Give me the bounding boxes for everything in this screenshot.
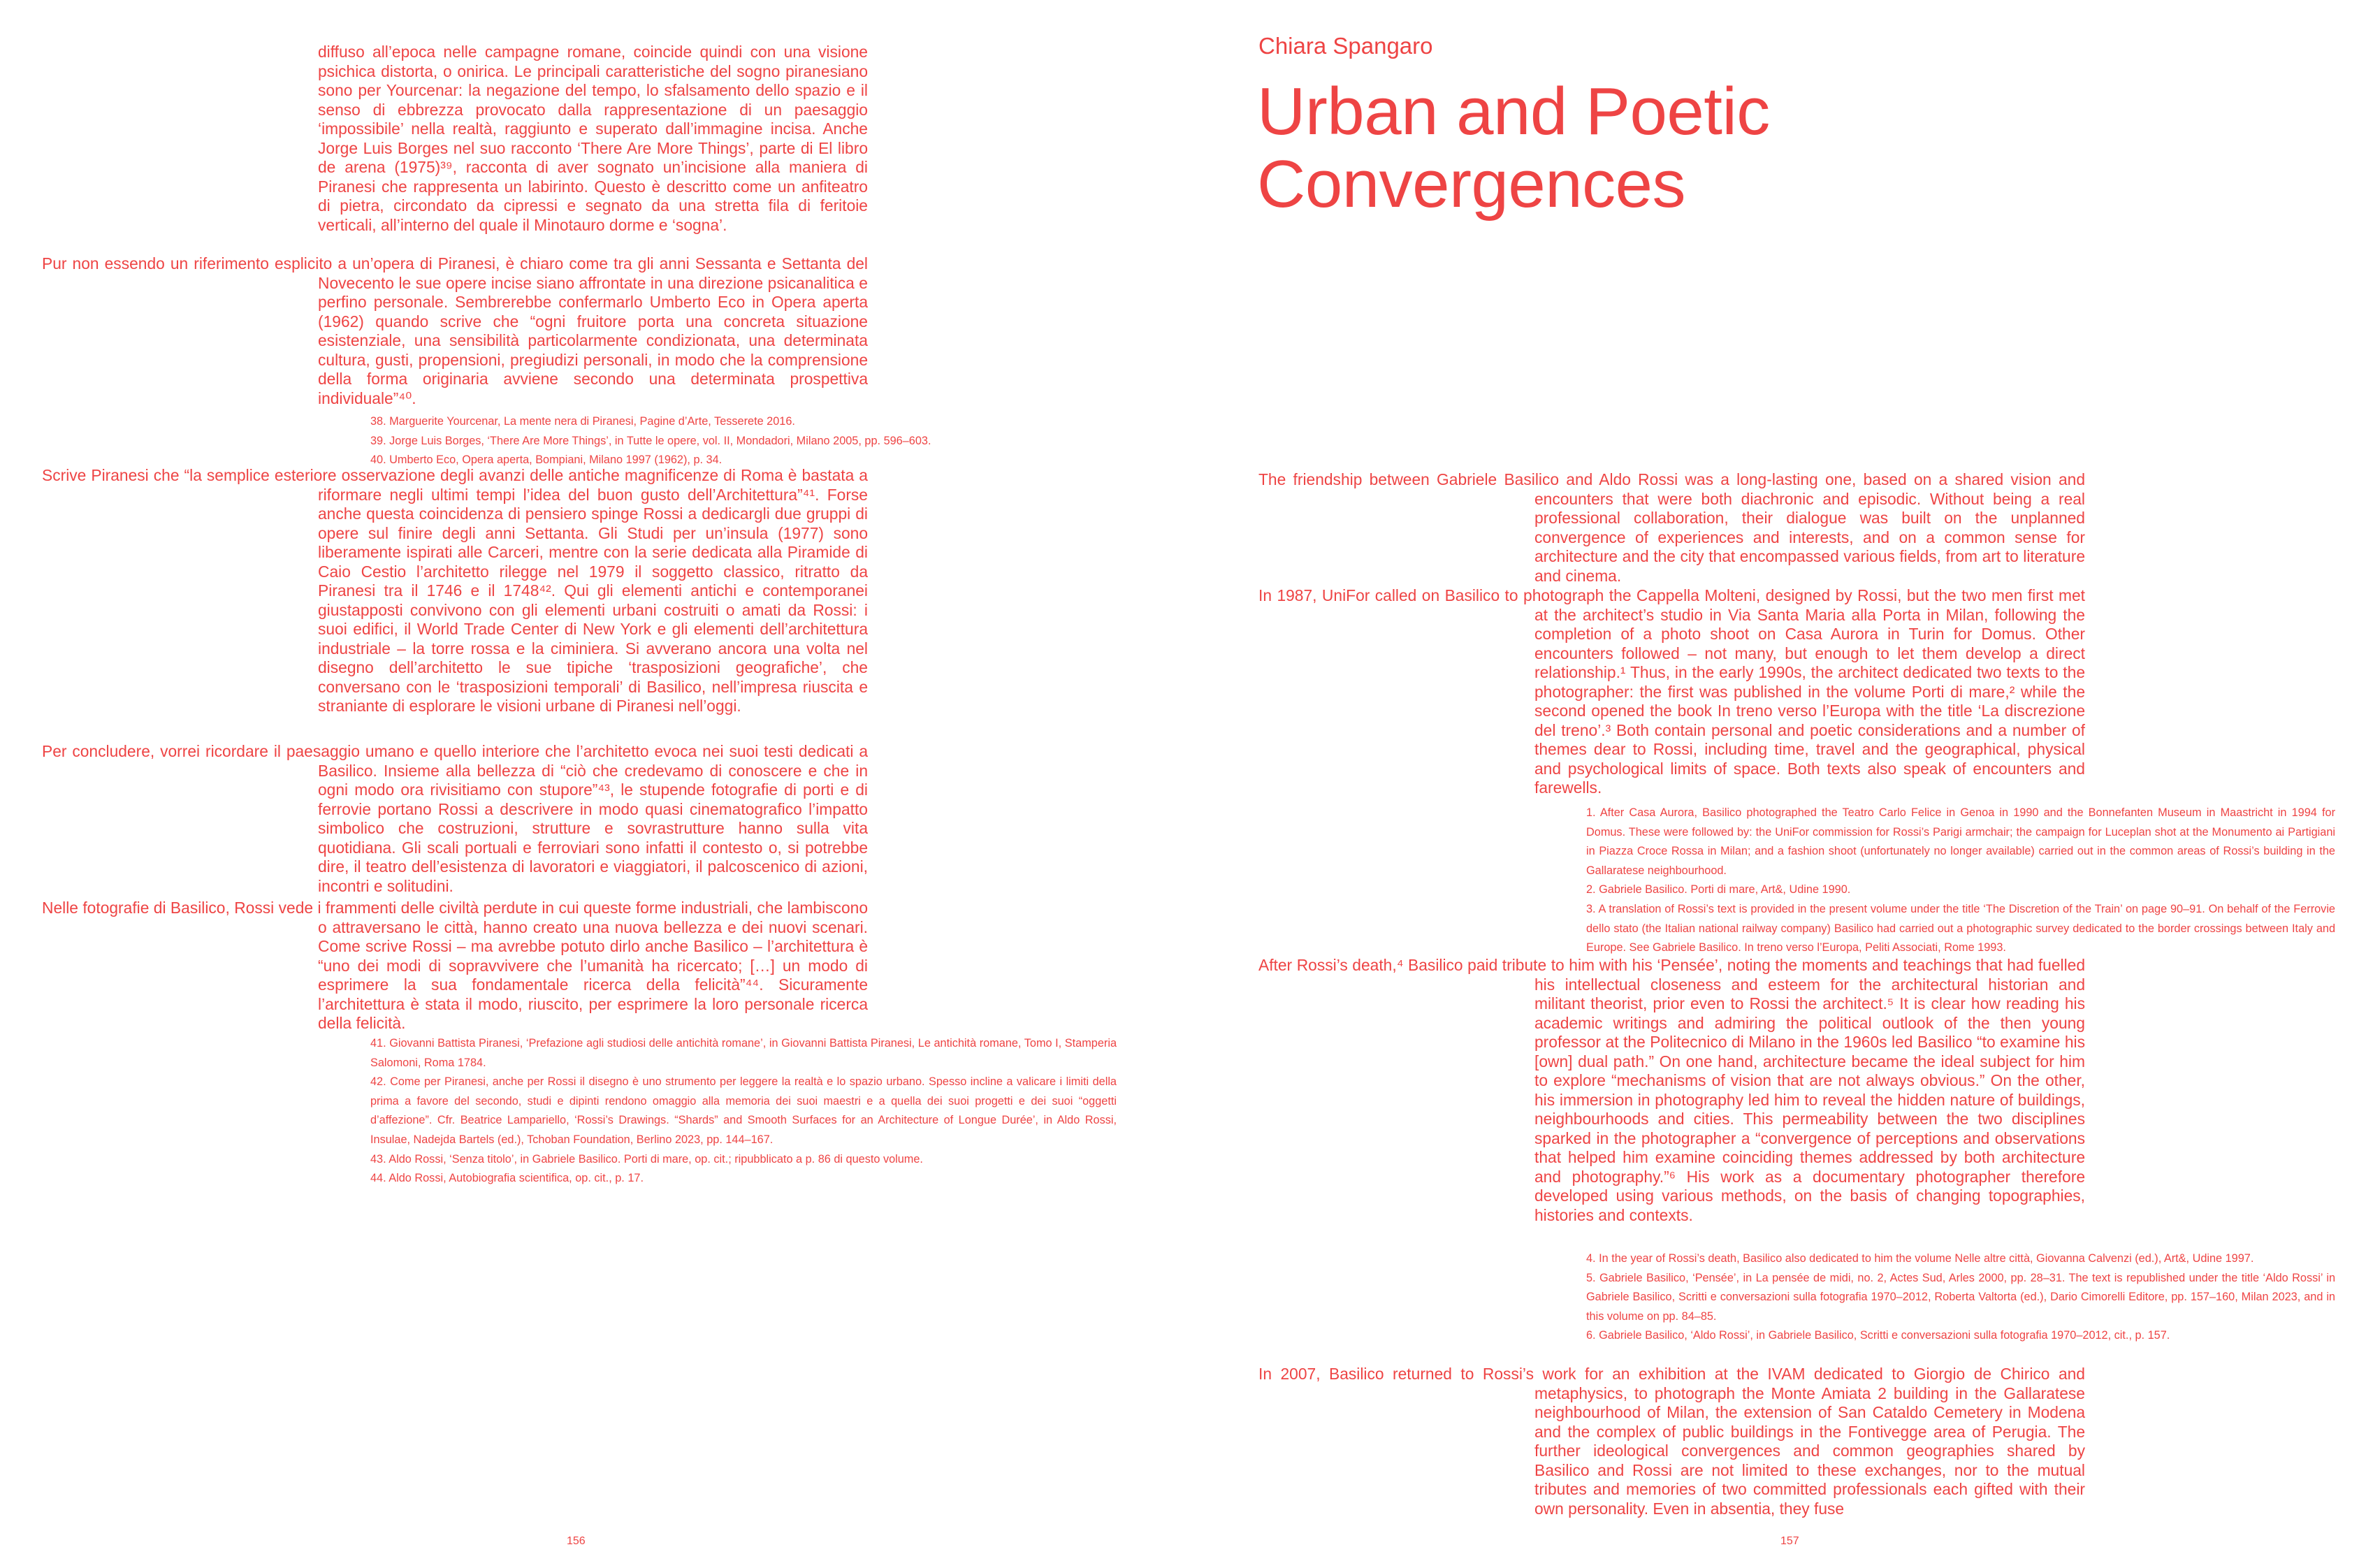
footnote-5: 5. Gabriele Basilico, ‘Pensée’, in La pensée de midi, no. 2, Actes Sud, Arles 2000, pp. 28–31. The text is republished under the title ‘Aldo Rossi’ in Gabriele Basilico, Scritti e conversazioni sulla fotografia 1970–2012, Roberta Valtorta (ed.), Dario Cimorelli Editore, pp. 157–160, Milan 2023, and in this volume on pp. 84–85. [1586, 1271, 2335, 1323]
footnote-38: 38. Marguerite Yourcenar, La mente nera di Piranesi, Pagine d’Arte, Tesserete 2016. [370, 415, 795, 428]
footnotes-38-40 [370, 412, 1117, 470]
footnote-4: 4. In the year of Rossi’s death, Basilico also dedicated to him the volume Nelle altre città, Giovanna Calvenzi (ed.), Art&, Udine 1997. [1586, 1252, 2254, 1265]
footnote-41: 41. Giovanni Battista Piranesi, ‘Prefazione agli studiosi delle antichità romane’, in Giovanni Battista Piranesi, Le antichità romane, Tomo I, Stamperia Salomoni, Roma 1784. [370, 1037, 1117, 1069]
body-paragraph-2: In 1987, UniFor called on Basilico to photograph the Cappella Molteni, designed by Rossi, but the two men first met at the architect’s studio in Via Santa Maria alla Porta in Milan, following the completion of a photo shoot on Casa Aurora in Turin for Domus. Other encounters followed – not many, but enough to let them develop a direct relationship.¹ Thus, in the early 1990s, the architect dedicated two texts to the photographer: the first was published in the volume Porti di mare,² while the second opened the book In treno verso l’Europa with the title ‘La discrezione del treno’.³ Both contain personal and poetic considerations and a number of themes dear to Rossi, including time, travel and the geographical, physical and psychological limits of space. Both texts also speak of encounters and farewells. [1258, 586, 2085, 797]
continued-paragraph: diffuso all’epoca nelle campagne romane, coincide quindi con una visione psichica distorta, o onirica. Le principali caratteristiche del sogno piranesiano sono per Yourcenar: la negazione del tempo, lo sfalsamento dello spazio e il senso di ebbrezza provocato dalla rappresentazione di un paesaggio ‘impossibile’ nella realtà, raggiunto e superato dall’immagine incisa. Anche Jorge Luis Borges nel suo racconto ‘There Are More Things’, parte di El libro de arena (1975)³⁹, racconta di aver sognato un’incisione alla maniera di Piranesi che rappresenta un labirinto. Questo è descritto come un anfiteatro di pietra, circondato da cipressi e segnato da una stretta fila di feritoie verticali, all’interno del quale il Minotauro dorme e ‘sogna’. [318, 43, 868, 234]
body-paragraph-4: Nelle fotografie di Basilico, Rossi vede i frammenti delle civiltà perdute in cui queste forme industriali, che lambiscono o attraversano le città, hanno creato una nuova bellezza e dei nuovi scenari. Come scrive Rossi – ma avrebbe potuto dirlo anche Basilico – l’architettura è “uno dei modi di sopravvivere che l’umanità ha ricercato; […] un modo di esprimere la sua fondamentale ricerca della felicità”⁴⁴. Sicuramente l’architettura è stata il modo, riuscito, per esprimere la loro personale ricerca della felicità. [42, 899, 868, 1032]
footnote-3: 3. A translation of Rossi’s text is provided in the present volume under the title ‘The Discretion of the Train’ on page 90–91. On behalf of the Ferrovie dello stato (the Italian national railway company) Basilico had carried out a photographic survey dedicated to the border crossings between Italy and Europe. See Gabriele Basilico. In treno verso l’Europa, Peliti Associati, Rome 1993. [1586, 902, 2335, 954]
footnote-44: 44. Aldo Rossi, Autobiografia scientifica, op. cit., p. 17. [370, 1172, 644, 1185]
footnote-40: 40. Umberto Eco, Opera aperta, Bompiani, Milano 1997 (1962), p. 34. [370, 453, 723, 467]
body-paragraph-4: In 2007, Basilico returned to Rossi’s work for an exhibition at the IVAM dedicated to Giorgio de Chirico and metaphysics, to photograph the Monte Amiata 2 building in the Gallaratese neighbourhood of Milan, the extension of San Cataldo Cemetery in Modena and the complex of public buildings in the Fontivegge area of Perugia. The further ideological convergences and common geographies shared by Basilico and Rossi are not limited to these exchanges, nor to the mutual tributes and memories of two committed professionals each gifted with their own personality. Even in absentia, they fuse [1258, 1365, 2085, 1518]
essay-title: Urban and Poetic Convergences [1257, 74, 1770, 222]
footnotes-1-3 [1586, 804, 2335, 958]
footnote-42: 42. Come per Piranesi, anche per Rossi il disegno è uno strumento per leggere la realtà e lo spazio urbano. Spesso incline a valicare i limiti della prima a favore del secondo, studi e dipinti rendono omaggio alla memoria dei suoi maestri e a quella dei suoi progetti e dei suoi “oggetti d’affezione”. Cfr. Beatrice Lampariello, ‘Rossi’s Drawings. “Shards” and Smooth Surfaces for an Architecture of Longue Durée’, in Aldo Rossi, Insulae, Nadejda Bartels (ed.), Tchoban Foundation, Berlino 2023, pp. 144–167. [370, 1075, 1117, 1146]
body-paragraph-1: The friendship between Gabriele Basilico and Aldo Rossi was a long-lasting one, based on a shared vision and encounters that were both diachronic and episodic. Without being a real professional collaboration, their dialogue was built on the unplanned convergence of experiences and interests, and on a common sense for architecture and the city that encompassed various fields, from art to literature and cinema. [1258, 470, 2085, 585]
body-paragraph-3: Per concludere, vorrei ricordare il paesaggio umano e quello interiore che l’architetto evoca nei suoi testi dedicati a Basilico. Insieme alla bellezza di “ciò che credevamo di conoscere e che in ogni modo ora rivisitiamo con stupore”⁴³, le stupende fotografie di porti e di ferrovie portano Rossi a descrivere in modo quasi cinematografico l’impatto simbolico che costruzioni, strutture e sovrastrutture hanno sulla vita quotidiana. Gli scali portuali e ferroviari sono infatti il contesto o, si potrebbe dire, il teatro dell’esistenza di lavoratori e viaggiatori, il palcoscenico di azioni, incontri e solitudini. [42, 742, 868, 895]
footnotes-4-6 [1586, 1249, 2335, 1346]
footnote-6: 6. Gabriele Basilico, ‘Aldo Rossi’, in Gabriele Basilico, Scritti e conversazioni sulla fotografia 1970–2012, cit., p. 157. [1586, 1329, 2170, 1342]
page-number-right: 157 [1780, 1535, 1799, 1547]
footnote-1: 1. After Casa Aurora, Basilico photographed the Teatro Carlo Felice in Genoa in 1990 and the Bonnefanten Museum in Maastricht in 1994 for Domus. These were followed by: the UniFor commission for Rossi’s Parigi armchair; the campaign for Luceplan shot at the Monumento ai Partigiani in Piazza Croce Rossa in Milan; and a fashion shoot (unfortunately no longer available) carried out in the common areas of Rossi’s building in the Gallaratese neighbourhood. [1586, 806, 2335, 877]
page-number-left: 156 [567, 1535, 586, 1547]
author-name: Chiara Spangaro [1258, 33, 1433, 59]
body-paragraph-1: Pur non essendo un riferimento esplicito a un’opera di Piranesi, è chiaro come tra gli anni Sessanta e Settanta del Novecento le sue opere incise siano affrontate in una direzione psicanalitica e perfino personale. Sembrerebbe confermarlo Umberto Eco in Opera aperta (1962) quando scrive che “ogni fruitore porta una concreta situazione esistenziale, una sensibilità particolarmente condizionata, una determinata cultura, gusti, propensioni, pregiudizi personali, in modo che la comprensione della forma originaria avviene secondo una determinata prospettiva individuale”⁴⁰. [42, 254, 868, 407]
footnote-2: 2. Gabriele Basilico. Porti di mare, Art&, Udine 1990. [1586, 883, 1851, 896]
body-paragraph-3: After Rossi’s death,⁴ Basilico paid tribute to him with his ‘Pensée’, noting the moments and teachings that had fuelled his intellectual closeness and esteem for the architectural historian and militant theorist, prior even to Rossi the architect.⁵ It is clear how reading his academic writings and admiring the political outlook of the then young professor at the Politecnico di Milano in the 1960s led Basilico “to examine his [own] dual path.” On one hand, architecture became the ideal subject for him to explore “mechanisms of vision that are not always obvious.” On the other, his immersion in photography led him to reveal the hidden nature of buildings, neighbourhoods and cities. This permeability between the two disciplines sparked in the photographer a “convergence of perceptions and observations that helped him examine coinciding themes addressed by both architecture and photography.”⁶ His work as a documentary photographer therefore developed using various methods, on the basis of changing topographies, histories and contexts. [1258, 956, 2085, 1224]
footnotes-41-44 [370, 1034, 1117, 1189]
body-paragraph-2: Scrive Piranesi che “la semplice esteriore osservazione degli avanzi delle antiche magnificenze di Roma è bastata a riformare negli ultimi tempi l’idea del buon gusto dell’Architettura”⁴¹. Forse anche questa coincidenza di pensiero spinge Rossi a dedicargli due gruppi di opere sul finire degli anni Settanta. Gli Studi per un’insula (1977) sono liberamente ispirati alle Carceri, mentre con la serie dedicata alla Piramide di Caio Cestio l’architetto rilegge nel 1979 il soggetto classico, ritratto da Piranesi tra il 1746 e il 1748⁴². Qui gli elementi antichi e contemporanei giustapposti convivono con gli elementi urbani costruiti o amati da Rossi: i suoi edifici, il World Trade Center di New York e gli elementi dell’architettura industriale – la torre rossa e la ciminiera. Si avverano ancora una volta nel disegno dell’architetto le sue tipiche ‘trasposizioni geografiche’, che conversano con le ‘trasposizioni temporali’ di Basilico, nell’impresa riuscita e straniante di esplorare le visioni urbane di Piranesi nell’oggi. [42, 466, 868, 715]
footnote-43: 43. Aldo Rossi, ‘Senza titolo’, in Gabriele Basilico. Porti di mare, op. cit.; ripubblicato a p. 86 di questo volume. [370, 1152, 923, 1166]
footnote-39: 39. Jorge Luis Borges, ‘There Are More Things’, in Tutte le opere, vol. II, Mondadori, Milano 2005, pp. 596–603. [370, 434, 931, 447]
